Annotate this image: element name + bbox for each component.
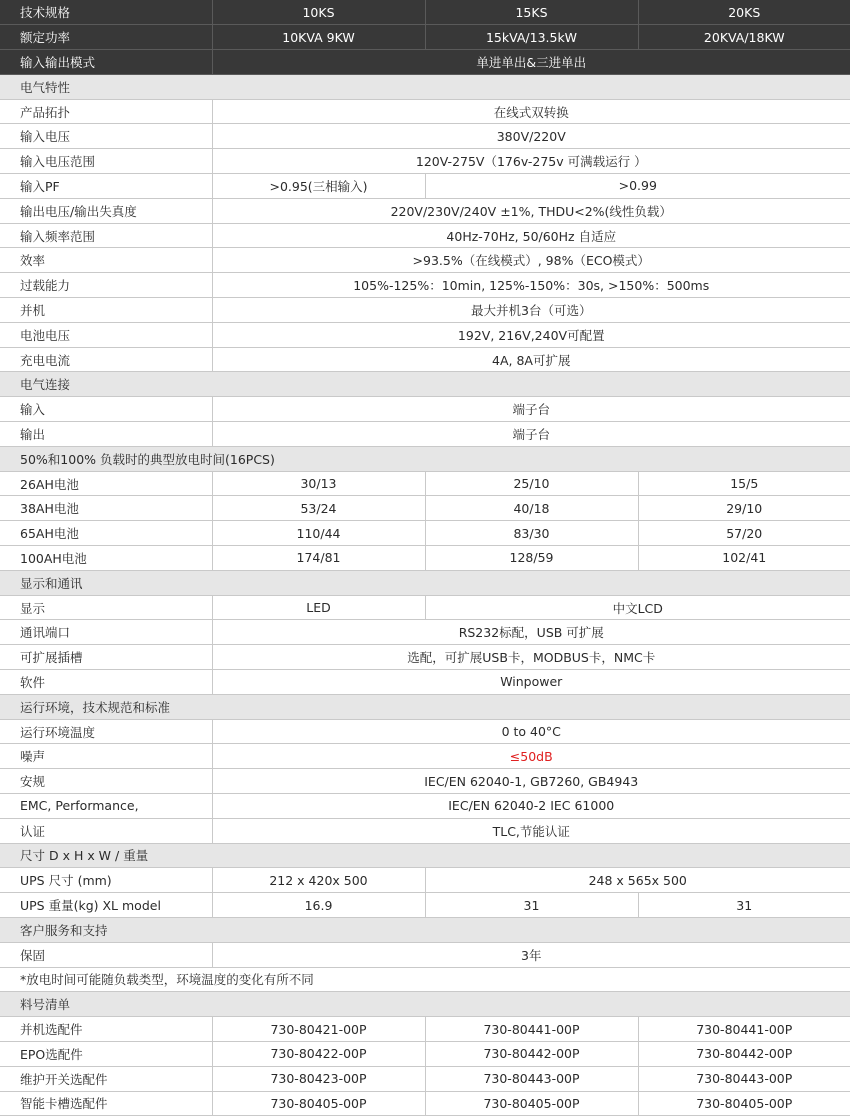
cell-value: 20KVA/18KW (638, 25, 850, 50)
table-row (0, 1017, 850, 1042)
part-number: 730-80443-00P (425, 1066, 638, 1091)
cell-value: 4A, 8A可扩展 (212, 347, 850, 372)
cell-value: LED (212, 595, 425, 620)
cell-value: 25/10 (425, 471, 638, 496)
row-label: 可扩展插槽 (0, 645, 212, 670)
cell-value: RS232标配，USB 可扩展 (212, 620, 850, 645)
cell-value: 15kVA/13.5kW (425, 25, 638, 50)
footnote-row (0, 967, 850, 992)
row-label: 运行环境温度 (0, 719, 212, 744)
row-label: 输入电压范围 (0, 149, 212, 174)
table-row (0, 620, 850, 645)
model-20ks: 20KS (638, 0, 850, 25)
cell-value: 120V-275V（176v-275v 可满载运行 ） (212, 149, 850, 174)
part-number: 730-80405-00P (425, 1091, 638, 1116)
row-label: UPS 尺寸 (mm) (0, 868, 212, 893)
table-row (0, 1091, 850, 1116)
row-label: 100AH电池 (0, 546, 212, 571)
cell-value: 220V/230V/240V ±1%, THDU<2%(线性负载） (212, 198, 850, 223)
row-label: 额定功率 (0, 25, 212, 50)
cell-value: 40/18 (425, 496, 638, 521)
cell-value: 212 x 420x 500 (212, 868, 425, 893)
cell-value: >0.95(三相输入) (212, 174, 425, 199)
row-label: 技术规格 (0, 0, 212, 25)
row-label: 维护开关选配件 (0, 1066, 212, 1091)
section-header (0, 843, 850, 868)
cell-value: IEC/EN 62040-1, GB7260, GB4943 (212, 769, 850, 794)
section-header (0, 570, 850, 595)
row-label: 并机 (0, 298, 212, 323)
table-row (0, 1041, 850, 1066)
cell-value: 10KVA 9KW (212, 25, 425, 50)
table-row (0, 893, 850, 918)
cell-value: 单进单出&三进单出 (212, 50, 850, 75)
cell-value: 中文LCD (425, 595, 850, 620)
section-header (0, 74, 850, 99)
cell-value: Winpower (212, 670, 850, 695)
part-number: 730-80421-00P (212, 1017, 425, 1042)
table-row (0, 719, 850, 744)
section-header (0, 446, 850, 471)
table-row (0, 174, 850, 199)
row-label: 显示 (0, 595, 212, 620)
model-10ks: 10KS (212, 0, 425, 25)
cell-value: 57/20 (638, 521, 850, 546)
row-label: 软件 (0, 670, 212, 695)
cell-value: 0 to 40°C (212, 719, 850, 744)
cell-value: TLC,节能认证 (212, 818, 850, 843)
section-header (0, 694, 850, 719)
row-label: 输入频率范围 (0, 223, 212, 248)
cell-value: 端子台 (212, 397, 850, 422)
cell-value: 端子台 (212, 422, 850, 447)
part-number: 730-80405-00P (212, 1091, 425, 1116)
footnote: *放电时间可能随负载类型，环境温度的变化有所不同 (0, 967, 850, 992)
part-number: 730-80441-00P (425, 1017, 638, 1042)
row-label: 安规 (0, 769, 212, 794)
table-row (0, 347, 850, 372)
table-row (0, 521, 850, 546)
cell-value: >0.99 (425, 174, 850, 199)
cell-value: 128/59 (425, 546, 638, 571)
io-mode-row (0, 50, 850, 75)
cell-value: 102/41 (638, 546, 850, 571)
row-label: 保固 (0, 942, 212, 967)
table-row (0, 149, 850, 174)
table-row (0, 942, 850, 967)
section-header (0, 372, 850, 397)
row-label: 智能卡槽选配件 (0, 1091, 212, 1116)
noise-value: ≤50dB (212, 744, 850, 769)
row-label: UPS 重量(kg) XL model (0, 893, 212, 918)
table-row (0, 496, 850, 521)
row-label: 输入电压 (0, 124, 212, 149)
row-label: 电池电压 (0, 322, 212, 347)
table-row (0, 818, 850, 843)
cell-value: 3年 (212, 942, 850, 967)
table-row (0, 99, 850, 124)
table-row (0, 322, 850, 347)
row-label: 过载能力 (0, 273, 212, 298)
part-number: 730-80405-00P (638, 1091, 850, 1116)
row-label: 通讯端口 (0, 620, 212, 645)
cell-value: 30/13 (212, 471, 425, 496)
section-title: 尺寸 D x H x W / 重量 (0, 843, 850, 868)
section-title: 50%和100% 负载时的典型放电时间(16PCS) (0, 446, 850, 471)
table-row (0, 1066, 850, 1091)
cell-value: >93.5%（在线模式）, 98%（ECO模式） (212, 248, 850, 273)
row-label: EPO选配件 (0, 1041, 212, 1066)
table-row (0, 744, 850, 769)
section-header (0, 917, 850, 942)
table-row (0, 595, 850, 620)
row-label: 26AH电池 (0, 471, 212, 496)
part-number: 730-80442-00P (425, 1041, 638, 1066)
section-title: 显示和通讯 (0, 570, 850, 595)
cell-value: 174/81 (212, 546, 425, 571)
cell-value: IEC/EN 62040-2 IEC 61000 (212, 794, 850, 819)
row-label: EMC, Performance, (0, 794, 212, 819)
section-title: 运行环境，技术规范和标准 (0, 694, 850, 719)
row-label: 输出 (0, 422, 212, 447)
cell-value: 选配，可扩展USB卡，MODBUS卡，NMC卡 (212, 645, 850, 670)
cell-value: 192V, 216V,240V可配置 (212, 322, 850, 347)
row-label: 产品拓扑 (0, 99, 212, 124)
row-label: 并机选配件 (0, 1017, 212, 1042)
model-15ks: 15KS (425, 0, 638, 25)
section-title: 客户服务和支持 (0, 917, 850, 942)
cell-value: 最大并机3台（可选） (212, 298, 850, 323)
row-label: 输入PF (0, 174, 212, 199)
rated-power-row (0, 25, 850, 50)
section-header (0, 992, 850, 1017)
section-title: 电气连接 (0, 372, 850, 397)
section-title: 电气特性 (0, 74, 850, 99)
table-row (0, 248, 850, 273)
cell-value: 16.9 (212, 893, 425, 918)
cell-value: 248 x 565x 500 (425, 868, 850, 893)
table-row (0, 298, 850, 323)
section-title: 料号清单 (0, 992, 850, 1017)
cell-value: 15/5 (638, 471, 850, 496)
table-row (0, 198, 850, 223)
cell-value: 110/44 (212, 521, 425, 546)
row-label: 效率 (0, 248, 212, 273)
models-row (0, 0, 850, 25)
row-label: 65AH电池 (0, 521, 212, 546)
cell-value: 29/10 (638, 496, 850, 521)
table-row (0, 794, 850, 819)
table-row (0, 769, 850, 794)
table-row (0, 223, 850, 248)
part-number: 730-80442-00P (638, 1041, 850, 1066)
table-row (0, 397, 850, 422)
part-number: 730-80423-00P (212, 1066, 425, 1091)
cell-value: 105%-125%：10min, 125%-150%：30s, >150%：500ms (212, 273, 850, 298)
row-label: 输入输出模式 (0, 50, 212, 75)
cell-value: 53/24 (212, 496, 425, 521)
row-label: 认证 (0, 818, 212, 843)
row-label: 输入 (0, 397, 212, 422)
row-label: 38AH电池 (0, 496, 212, 521)
table-row (0, 124, 850, 149)
cell-value: 31 (425, 893, 638, 918)
part-number: 730-80443-00P (638, 1066, 850, 1091)
cell-value: 31 (638, 893, 850, 918)
cell-value: 40Hz-70Hz, 50/60Hz 自适应 (212, 223, 850, 248)
table-row (0, 670, 850, 695)
part-number: 730-80441-00P (638, 1017, 850, 1042)
row-label: 输出电压/输出失真度 (0, 198, 212, 223)
table-row (0, 868, 850, 893)
cell-value: 380V/220V (212, 124, 850, 149)
table-row (0, 273, 850, 298)
table-row (0, 546, 850, 571)
table-row (0, 471, 850, 496)
cell-value: 83/30 (425, 521, 638, 546)
table-row (0, 645, 850, 670)
cell-value: 在线式双转换 (212, 99, 850, 124)
row-label: 充电电流 (0, 347, 212, 372)
part-number: 730-80422-00P (212, 1041, 425, 1066)
table-row (0, 422, 850, 447)
row-label: 噪声 (0, 744, 212, 769)
